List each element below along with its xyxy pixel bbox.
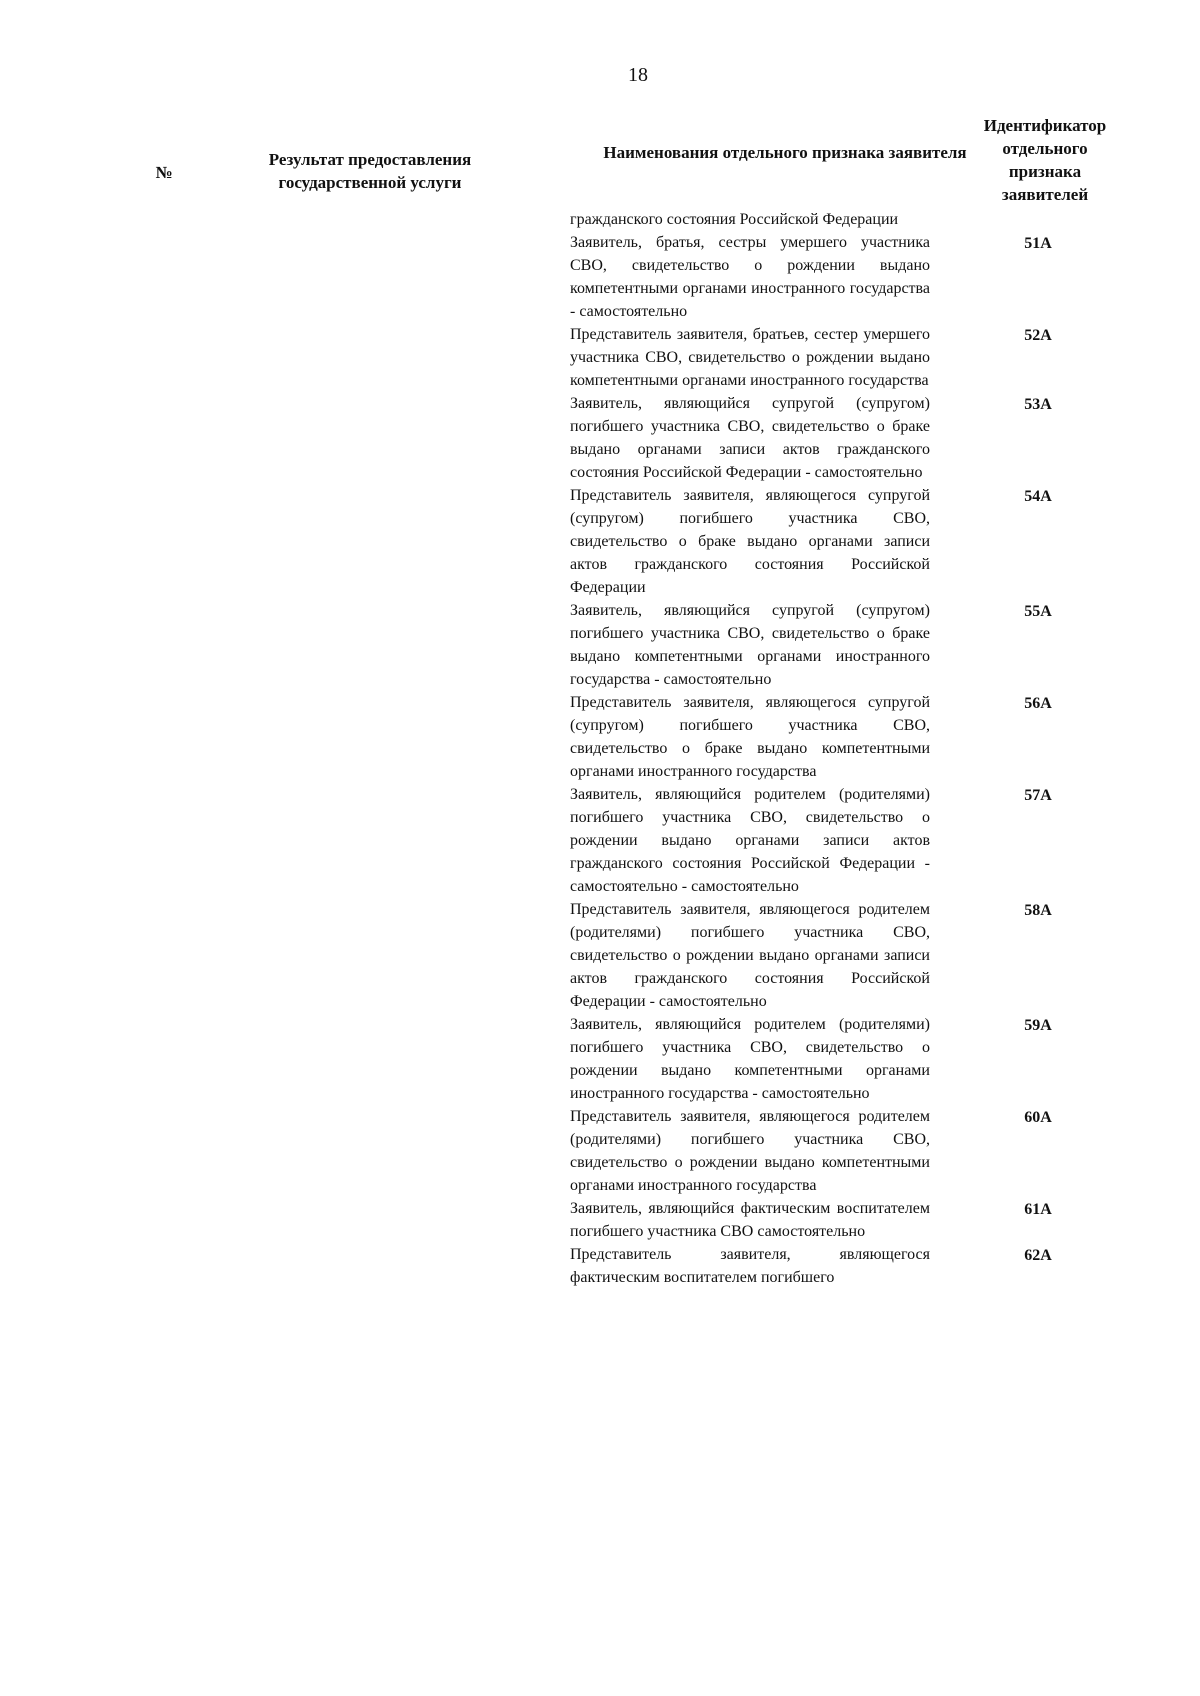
applicant-attribute-identifier: 61А bbox=[1024, 1201, 1052, 1218]
table-row bbox=[570, 898, 1170, 1013]
applicant-attribute-name: гражданского состояния Российской Федерации bbox=[570, 211, 899, 228]
applicant-attribute-name: Заявитель, являющийся супругой (супругом) погибшего участника СВО, свидетельство о браке выдано органами записи актов гражданского состояния Российской Федерации - самостоятельно bbox=[570, 395, 930, 481]
column-header-identifier: Идентификатор отдельного признака заявителей bbox=[983, 116, 1107, 204]
table-row bbox=[570, 1013, 1170, 1105]
applicant-attribute-identifier: 58А bbox=[1024, 902, 1052, 919]
applicant-attributes-table bbox=[570, 208, 1170, 1289]
applicant-attribute-name: Представитель заявителя, являющегося родителем (родителями) погибшего участника СВО, свидетельство о рождении выдано компетентными органами иностранного государства bbox=[570, 1108, 930, 1194]
applicant-attribute-identifier: 56А bbox=[1024, 695, 1052, 712]
table-row bbox=[570, 231, 1170, 323]
column-header-number: № bbox=[155, 163, 173, 182]
applicant-attribute-name: Представитель заявителя, являющегося родителем (родителями) погибшего участника СВО, свидетельство о рождении выдано органами записи актов гражданского состояния Российской Федерации - самостоятельно bbox=[570, 901, 930, 1010]
applicant-attribute-identifier: 51А bbox=[1024, 235, 1052, 252]
applicant-attribute-name: Заявитель, являющийся супругой (супругом) погибшего участника СВО, свидетельство о браке выдано компетентными органами иностранного государства - самостоятельно bbox=[570, 602, 930, 688]
applicant-attribute-name: Представитель заявителя, братьев, сестер умершего участника СВО, свидетельство о рождении выдано компетентными органами иностранного государства bbox=[570, 326, 930, 389]
table-row bbox=[570, 1243, 1170, 1289]
applicant-attribute-identifier: 62А bbox=[1024, 1247, 1052, 1264]
table-row bbox=[570, 208, 1170, 231]
table-row bbox=[570, 599, 1170, 691]
column-header-name: Наименования отдельного признака заявителя bbox=[603, 143, 967, 162]
applicant-attribute-name: Представитель заявителя, являющегося супругой (супругом) погибшего участника СВО, свидетельство о браке выдано компетентными органами иностранного государства bbox=[570, 694, 930, 780]
applicant-attribute-name: Заявитель, являющийся родителем (родителями) погибшего участника СВО, свидетельство о рождении выдано органами записи актов гражданского состояния Российской Федерации - самостоятельно - самостоятельно bbox=[570, 786, 930, 895]
table-row bbox=[570, 1197, 1170, 1243]
column-header-result: Результат предоставления государственной услуги bbox=[268, 150, 472, 192]
table-row bbox=[570, 484, 1170, 599]
applicant-attribute-name: Заявитель, являющийся фактическим воспитателем погибшего участника СВО самостоятельно bbox=[570, 1200, 930, 1240]
applicant-attribute-identifier: 57А bbox=[1024, 787, 1052, 804]
applicant-attribute-identifier: 59А bbox=[1024, 1017, 1052, 1034]
applicant-attribute-name: Представитель заявителя, являющегося супругой (супругом) погибшего участника СВО, свидетельство о браке выдано органами записи актов гражданского состояния Российской Федерации bbox=[570, 487, 930, 596]
table-row bbox=[570, 1105, 1170, 1197]
table-row bbox=[570, 691, 1170, 783]
table-row bbox=[570, 323, 1170, 392]
applicant-attribute-name: Заявитель, братья, сестры умершего участника СВО, свидетельство о рождении выдано компетентными органами иностранного государства - самостоятельно bbox=[570, 234, 930, 320]
applicant-attribute-identifier: 52А bbox=[1024, 327, 1052, 344]
applicant-attribute-name: Заявитель, являющийся родителем (родителями) погибшего участника СВО, свидетельство о рождении выдано компетентными органами иностранного государства - самостоятельно bbox=[570, 1016, 930, 1102]
table-row bbox=[570, 392, 1170, 484]
applicant-attribute-identifier: 60А bbox=[1024, 1109, 1052, 1126]
applicant-attribute-identifier: 54А bbox=[1024, 488, 1052, 505]
applicant-attribute-identifier: 55А bbox=[1024, 603, 1052, 620]
page-number: 18 bbox=[628, 64, 648, 86]
applicant-attribute-name: Представитель заявителя, являющегося фактическим воспитателем погибшего bbox=[570, 1246, 930, 1286]
table-row bbox=[570, 783, 1170, 898]
applicant-attribute-identifier: 53А bbox=[1024, 396, 1052, 413]
